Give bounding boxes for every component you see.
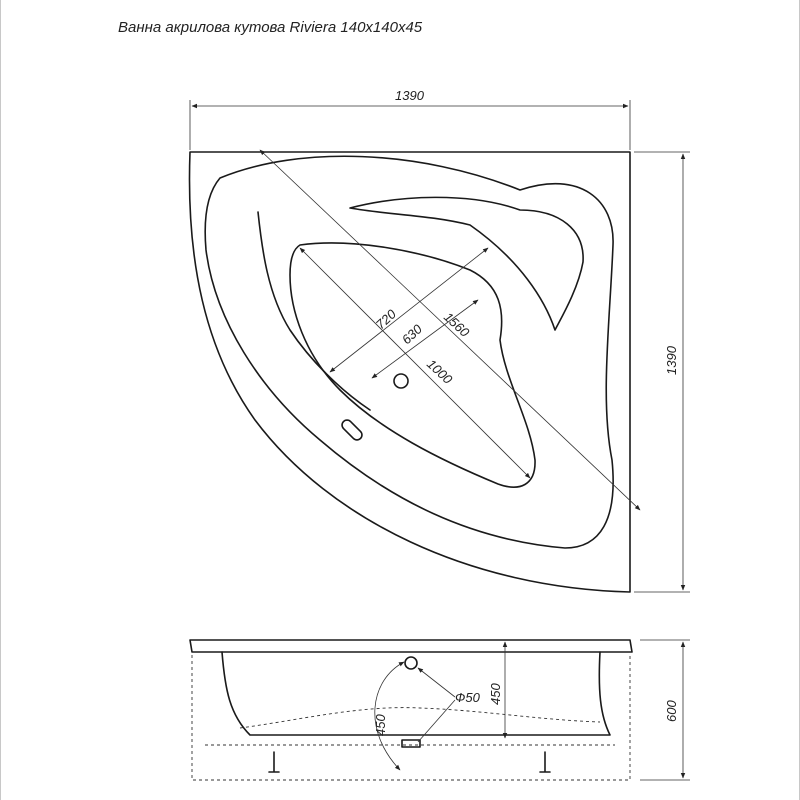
side-drain-fitting [402,740,420,747]
side-frame-dashed [192,655,630,780]
side-overflow-fitting [405,657,417,669]
diag-outer-label: 1560 [440,309,473,340]
drain-distance-label: 450 [373,714,388,736]
diag-outer-line [260,150,640,510]
diag-inner-label: 630 [398,321,425,348]
top-view [189,88,690,592]
side-inner-curve [240,708,600,728]
diag-mid-label: 1000 [423,356,456,387]
drain-diameter-label: Ф50 [455,690,480,705]
seat-ridge [258,212,370,410]
outer-rim [189,152,630,592]
leg-right [540,752,550,772]
drain-hole [394,374,408,388]
height-label: 450 [488,683,503,705]
leg-left [269,752,279,772]
side-view [190,640,690,780]
diag-small-label: 720 [372,306,399,333]
drain-diameter-leader [418,668,455,697]
total-height-label: 600 [664,700,679,722]
width-label: 1390 [395,88,424,103]
side-rim [190,640,632,652]
depth-label: 1390 [664,346,679,375]
inner-basin [290,243,535,487]
drawing-title: Ванна акрилова кутова Riviera 140x140x45 [118,19,423,36]
overflow-slot [340,418,364,442]
